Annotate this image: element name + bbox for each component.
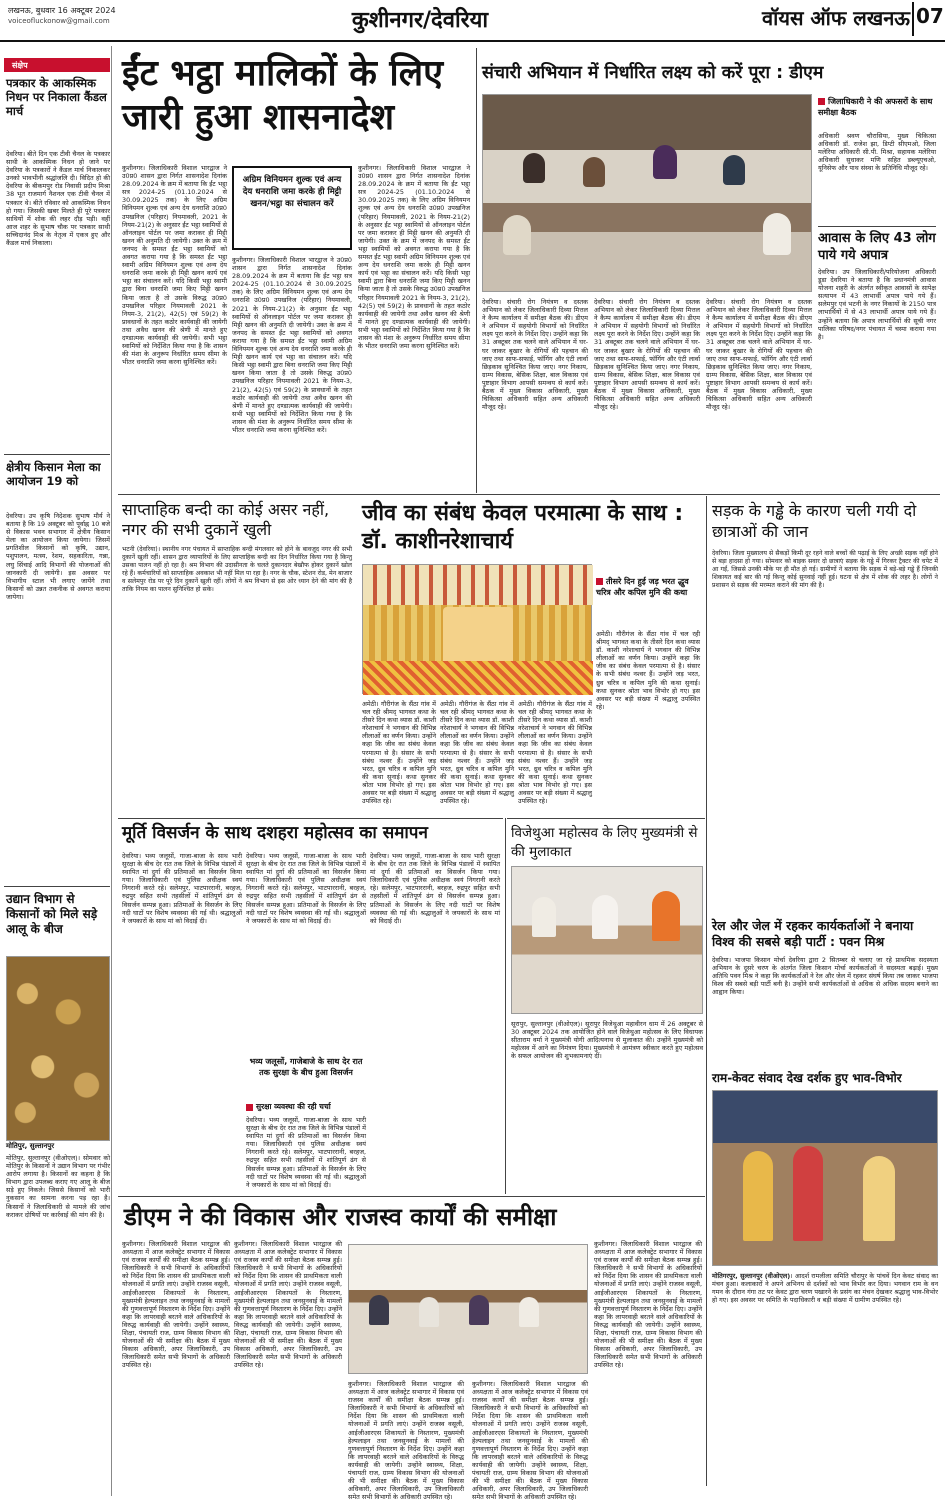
- murti-body-col2b: देवरिया। भव्य जलूसों, गाजा-बाजा के साथ भारी सुरक्षा के बीच देर रात तक जिले के विभिन्न पंडालों में स्थापित मां दुर्गा की प्रतिमाओं का विसर्जन किया गया। जिलाधिकारी एवं पुलिस अधीक्षक स्वयं निगरानी करते रहे। सलेमपुर, भाटपाररानी, बरहज, रुद्रपुर सहित सभी तहसीलों में शांतिपूर्ण ढंग से विसर्जन सम्पन्न हुआ। प्रतिमाओं के विसर्जन के लिए नदी घाटों पर विशेष व्यवस्था की गई थी। श्रद्धालुओं ने जयकारों के साथ मां को विदाई दी।: [246, 1116, 366, 1189]
- ram-dateline: मोतिगरपुर, सुल्तानपुर (वीओएल): [712, 1272, 791, 1280]
- ram-body-text: । आदर्श रामलीला समिति चौरापुर के पांचवें दिन केवट संवाद का मंचन हुआ। कलाकारों ने अपने अभिनय से दर्शकों को भाव विभोर कर दिया। भगवान राम के वन गमन के दौरान गंगा तट पर केवट द्वारा चरण पखारने के प्रसंग का मंचन देखकर श्रद्धालु भाव-विभोर हो गए। इस अवसर पर समिति के पदाधिकारी व बड़ी संख्या में ग्रामीण उपस्थित रहे।: [712, 1272, 938, 1305]
- brief-1-headline: पत्रकार के आकस्मिक निधन पर निकाला कैंडल मार्च: [6, 76, 107, 118]
- column-rule: [505, 818, 506, 1194]
- sidebar: [4, 46, 112, 1496]
- lead-body-col1: कुशीनगर। जिलाधिकारी विशाल भारद्वाज ने उ0प्र0 शासन द्वारा निर्गत शासनादेश दिनांक 28.09.2024 के क्रम में बताया कि ईंट भट्ठा सत्र 2024-25 (01.10.2024 से 30.09.2025 तक) के लिए अग्रिम विनियमन शुल्क एवं अन्य देय धनराशि उ0प्र0 उपखनिज (परिहार) नियमावली, 2021 के नियम-21(2) के अनुसार ईंट भट्ठा स्वामियों से ऑनलाइन पोर्टल पर जमा कराकर ही मिट्टी खनन की अनुमति दी जायेगी। उक्त के क्रम में जनपद के समस्त ईंट भट्ठा स्वामियों को अवगत कराया गया है कि समस्त ईंट भट्ठा स्वामी अग्रिम विनियमन शुल्क एवं अन्य देय धनराशि जमा करके ही मिट्टी खनन कार्य एवं भट्ठा का संचालन करें। यदि किसी भट्ठा स्वामी द्वारा बिना धनराशि जमा किए मिट्टी खनन किया जाता है तो उसके विरुद्ध उ0प्र0 उपखनिज परिहार नियमावली 2021 के नियम-3, 21(2), 42(5) एवं 59(2) के प्रावधानों के तहत कठोर कार्यवाही की जायेगी तथा अवैध खनन की श्रेणी में मानते हुए दण्डात्मक कार्यवाही की जायेगी। सभी भट्ठा स्वामियों को निर्देशित किया गया है कि शासन की मंशा के अनुरूप निर्धारित समय सीमा के भीतर धनराशि जमा करना सुनिश्चित करें।: [122, 164, 227, 367]
- issue-date: लखनऊ, बुधवार 16 अक्टूबर 2024: [8, 6, 116, 15]
- brief-label: संक्षेप: [4, 58, 110, 72]
- brief-3-headline: उद्यान विभाग से किसानों को मिले सड़े आलू के बीज: [6, 892, 98, 936]
- bandi-headline: साप्ताहिक बन्दी का कोई असर नहीं, नगर की सभी दुकानें खुली: [122, 500, 330, 539]
- potato-photo: [6, 956, 110, 1141]
- dm-body-col2: देवरिया। संचारी रोग नियंत्रण व दस्तक अभियान को लेकर जिलाधिकारी दिव्या मित्तल ने कैम्प कार्यालय में समीक्षा बैठक की। डीएम ने अभियान में सहयोगी विभागों को निर्धारित लक्ष्य पूरा करने के निर्देश दिए। उन्होंने कहा कि 31 अक्टूबर तक चलने वाले अभियान में घर-घर जाकर बुखार के रोगियों की पहचान की जाए तथा साफ-सफाई, फॉगिंग और एंटी लार्वा छिड़काव सुनिश्चित किया जाए। नगर निकाय, ग्राम्य विकास, बेसिक शिक्षा, बाल विकास एवं पुष्टाहार विभाग आपसी समन्वय से कार्य करें। बैठक में मुख्य विकास अधिकारी, मुख्य चिकित्सा अधिकारी सहित अन्य अधिकारी मौजूद रहे।: [594, 298, 700, 412]
- masthead-rule: [0, 40, 945, 42]
- rail-body: देवरिया। भाजपा किसान मोर्चा देवरिया द्वारा 2 सितम्बर से चलाए जा रहे प्राथमिक सदस्यता अभियान के दूसरे चरण के अंतर्गत जिला किसान मोर्चा कार्यकर्ताओं ने सदस्यता बढ़ाई। मुख्य अतिथि पवन मिश्र ने कहा कि कार्यकर्ताओं ने रेल और जेल में रहकर संघर्ष किया तब जाकर भाजपा विश्व की सबसे बड़ी पार्टी बनी है। उन्होंने सभी कार्यकर्ताओं से अधिक से अधिक सदस्य बनाने का आह्वान किया।: [712, 956, 938, 997]
- vijay-body: सूरापुर, सुल्तानपुर (वीओएल)। सूरापुर विजेथुआ महावीरन धाम में 26 अक्टूबर से 30 अक्टूबर 2024 तक आयोजित होने वाले विजेथुआ महोत्सव के लिए विधायक सीताराम वर्मा ने मुख्यमंत्री योगी आदित्यनाथ से मुलाकात की। उन्होंने मुख्यमंत्री को महोत्सव में आने का निमंत्रण दिया। मुख्यमंत्री ने आमंत्रण स्वीकार करते हुए महोत्सव के सफल आयोजन की शुभकामनाएं दीं।: [511, 1020, 703, 1061]
- murti-subhead-2: [246, 1102, 366, 1114]
- brand-divider: [912, 2, 914, 36]
- jeev-body-col2: अमेठी। गौरीगंज के सैंठा गांव में चल रही श्रीमद् भागवत कथा के तीसरे दिन कथा व्यास डॉ. काशी नरेशाचार्य ने भगवान की विभिन्न लीलाओं का वर्णन किया। उन्होंने कहा कि जीव का संबंध केवल परमात्मा से है। संसार के सभी संबंध नश्वर हैं। उन्होंने जड़ भरत, ध्रुव चरित्र व कपिल मुनि की कथा सुनाई। कथा सुनकर श्रोता भाव विभोर हो गए। इस अवसर पर बड़ी संख्या में श्रद्धालु उपस्थित रहे।: [440, 700, 514, 806]
- dm-review-story: [118, 1196, 705, 1501]
- sadak-body: देवरिया। जिला मुख्यालय से सैकड़ों किमी दूर रहने वाले बच्चों की पढ़ाई के लिए अच्छी सड़क नहीं होने से बड़ा हादसा हो गया। सोमवार को बाइक सवार दो छात्राएं सड़क के गड्ढे में गिरकर ट्रैक्टर की चपेट में आ गईं, जिससे उनकी मौके पर ही मौत हो गई। ग्रामीणों ने बताया कि सड़क में बड़े-बड़े गड्ढे हैं जिनकी शिकायत कई बार की गई किन्तु कोई सुनवाई नहीं हुई। घटना से क्षेत्र में शोक की लहर है। लोगों ने प्रशासन से सड़क की मरम्मत कराने की मांग की है।: [712, 550, 938, 590]
- bandi-story: [118, 496, 354, 816]
- lead-body-col2: कुशीनगर। जिलाधिकारी विशाल भारद्वाज ने उ0प्र0 शासन द्वारा निर्गत शासनादेश दिनांक 28.09.2024 के क्रम में बताया कि ईंट भट्ठा सत्र 2024-25 (01.10.2024 से 30.09.2025 तक) के लिए अग्रिम विनियमन शुल्क एवं अन्य देय धनराशि उ0प्र0 उपखनिज (परिहार) नियमावली, 2021 के नियम-21(2) के अनुसार ईंट भट्ठा स्वामियों से ऑनलाइन पोर्टल पर जमा कराकर ही मिट्टी खनन की अनुमति दी जायेगी। उक्त के क्रम में जनपद के समस्त ईंट भट्ठा स्वामियों को अवगत कराया गया है कि समस्त ईंट भट्ठा स्वामी अग्रिम विनियमन शुल्क एवं अन्य देय धनराशि जमा करके ही मिट्टी खनन कार्य एवं भट्ठा का संचालन करें। यदि किसी भट्ठा स्वामी द्वारा बिना धनराशि जमा किए मिट्टी खनन किया जाता है तो उसके विरुद्ध उ0प्र0 उपखनिज परिहार नियमावली 2021 के नियम-3, 21(2), 42(5) एवं 59(2) के प्रावधानों के तहत कठोर कार्यवाही की जायेगी तथा अवैध खनन की श्रेणी में मानते हुए दण्डात्मक कार्यवाही की जायेगी। सभी भट्ठा स्वामियों को निर्देशित किया गया है कि शासन की मंशा के अनुरूप निर्धारित समय सीमा के भीतर धनराशि जमा करना सुनिश्चित करें।: [232, 256, 352, 434]
- dm-body-col3: देवरिया। संचारी रोग नियंत्रण व दस्तक अभियान को लेकर जिलाधिकारी दिव्या मित्तल ने कैम्प कार्यालय में समीक्षा बैठक की। डीएम ने अभियान में सहयोगी विभागों को निर्धारित लक्ष्य पूरा करने के निर्देश दिए। उन्होंने कहा कि 31 अक्टूबर तक चलने वाले अभियान में घर-घर जाकर बुखार के रोगियों की पहचान की जाए तथा साफ-सफाई, फॉगिंग और एंटी लार्वा छिड़काव सुनिश्चित किया जाए। नगर निकाय, ग्राम्य विकास, बेसिक शिक्षा, बाल विकास एवं पुष्टाहार विभाग आपसी समन्वय से कार्य करें। बैठक में मुख्य विकास अधिकारी, मुख्य चिकित्सा अधिकारी सहित अन्य अधिकारी मौजूद रहे।: [706, 298, 812, 412]
- column-rule: [706, 496, 707, 1486]
- potato-caption: मोतिपुर, सुल्तानपुर: [6, 1142, 110, 1151]
- row-rule: [118, 494, 940, 495]
- jeev-headline: जीव का संबंध केवल परमात्मा के साथ : डॉ. काशीनरेशाचार्य: [362, 501, 684, 554]
- lead-story: [118, 46, 473, 494]
- katha-photo: [362, 564, 592, 694]
- brief-3-body: मोतिपुर, सुल्तानपुर (वीओएल)। सोमवार को मोतिपुर के किसानों ने उद्यान विभाग पर गंभीर आरोप लगाया है। किसानों का कहना है कि विभाग द्वारा उपलब्ध कराए गए आलू के बीज सड़े हुए निकले। जिससे किसानों को भारी नुकसान का सामना करना पड़ रहा है। किसानों ने जिलाधिकारी से मामले की जांच कराकर दोषियों पर कार्रवाई की मांग की है।: [6, 1154, 110, 1219]
- meeting-photo: [482, 94, 812, 292]
- sadak-headline: सड़क के गड्ढे के कारण चली गयी दो छात्राओं की जान: [712, 501, 917, 541]
- dm-caption: [818, 96, 938, 126]
- brief-2-headline: क्षेत्रीय किसान मेला का आयोजन 19 को: [6, 460, 101, 488]
- section-title: कुशीनगर/देवरिया: [351, 8, 489, 33]
- page-number: 07: [916, 4, 944, 28]
- murti-subhead: भव्य जलूसों, गाजेबाजे के साथ देर रात तक सुरक्षा के बीच हुआ विसर्जन: [249, 1057, 363, 1077]
- dm-review-col2: कुशीनगर। जिलाधिकारी विशाल भारद्वाज की अध्यक्षता में आज कलेक्ट्रेट सभागार में विकास एवं राजस्व कार्यों की समीक्षा बैठक सम्पन्न हुई। जिलाधिकारी ने सभी विभागों के अधिकारियों को निर्देश दिया कि शासन की प्राथमिकता वाली योजनाओं में प्रगति लाएं। उन्होंने राजस्व वसूली, आईजीआरएस शिकायतों के निस्तारण, मुख्यमंत्री हेल्पलाइन तथा जनसुनवाई के मामलों की गुणवत्तापूर्ण निस्तारण के निर्देश दिए। उन्होंने कहा कि लापरवाही बरतने वाले अधिकारियों के विरुद्ध कार्यवाही की जायेगी। उन्होंने स्वास्थ्य, शिक्षा, पंचायती राज, ग्राम्य विकास विभाग की योजनाओं की भी समीक्षा की। बैठक में मुख्य विकास अधिकारी, अपर जिलाधिकारी, उप जिलाधिकारी समेत सभी विभागों के अधिकारी उपस्थित रहे।: [234, 1240, 342, 1370]
- dm-review-col5: कुशीनगर। जिलाधिकारी विशाल भारद्वाज की अध्यक्षता में आज कलेक्ट्रेट सभागार में विकास एवं राजस्व कार्यों की समीक्षा बैठक सम्पन्न हुई। जिलाधिकारी ने सभी विभागों के अधिकारियों को निर्देश दिया कि शासन की प्राथमिकता वाली योजनाओं में प्रगति लाएं। उन्होंने राजस्व वसूली, आईजीआरएस शिकायतों के निस्तारण, मुख्यमंत्री हेल्पलाइन तथा जनसुनवाई के मामलों की गुणवत्तापूर्ण निस्तारण के निर्देश दिए। उन्होंने कहा कि लापरवाही बरतने वाले अधिकारियों के विरुद्ध कार्यवाही की जायेगी। उन्होंने स्वास्थ्य, शिक्षा, पंचायती राज, ग्राम्य विकास विभाग की योजनाओं की भी समीक्षा की। बैठक में मुख्य विकास अधिकारी, अपर जिलाधिकारी, उप जिलाधिकारी समेत सभी विभागों के अधिकारी उपस्थित रहे।: [594, 1240, 702, 1370]
- jeev-body-col1: अमेठी। गौरीगंज के सैंठा गांव में चल रही श्रीमद् भागवत कथा के तीसरे दिन कथा व्यास डॉ. काशी नरेशाचार्य ने भगवान की विभिन्न लीलाओं का वर्णन किया। उन्होंने कहा कि जीव का संबंध केवल परमात्मा से है। संसार के सभी संबंध नश्वर हैं। उन्होंने जड़ भरत, ध्रुव चरित्र व कपिल मुनि की कथा सुनाई। कथा सुनकर श्रोता भाव विभोर हो गए। इस अवसर पर बड़ी संख्या में श्रद्धालु उपस्थित रहे।: [362, 700, 436, 806]
- dm-review-col3: कुशीनगर। जिलाधिकारी विशाल भारद्वाज की अध्यक्षता में आज कलेक्ट्रेट सभागार में विकास एवं राजस्व कार्यों की समीक्षा बैठक सम्पन्न हुई। जिलाधिकारी ने सभी विभागों के अधिकारियों को निर्देश दिया कि शासन की प्राथमिकता वाली योजनाओं में प्रगति लाएं। उन्होंने राजस्व वसूली, आईजीआरएस शिकायतों के निस्तारण, मुख्यमंत्री हेल्पलाइन तथा जनसुनवाई के मामलों की गुणवत्तापूर्ण निस्तारण के निर्देश दिए। उन्होंने कहा कि लापरवाही बरतने वाले अधिकारियों के विरुद्ध कार्यवाही की जायेगी। उन्होंने स्वास्थ्य, शिक्षा, पंचायती राज, ग्राम्य विकास विभाग की योजनाओं की भी समीक्षा की। बैठक में मुख्य विकास अधिकारी, अपर जिलाधिकारी, उप जिलाधिकारी समेत सभी विभागों के अधिकारी उपस्थित रहे।: [348, 1380, 464, 1501]
- ram-body: [712, 1272, 938, 1492]
- dm-review-headline: डीएम ने की विकास और राजस्व कार्यों की समीक्षा: [124, 1203, 557, 1231]
- jeev-story: [356, 496, 704, 816]
- column-rule: [476, 48, 477, 493]
- cm-meeting-photo: [511, 866, 703, 1014]
- contact-email: voiceofluckonow@gmail.com: [8, 17, 110, 25]
- murti-story: [118, 818, 503, 1194]
- dm-headline: संचारी अभियान में निर्धारित लक्ष्य को करें पूरा : डीएम: [482, 63, 824, 83]
- jeev-caption: [596, 576, 700, 626]
- jeev-body-col3: अमेठी। गौरीगंज के सैंठा गांव में चल रही श्रीमद् भागवत कथा के तीसरे दिन कथा व्यास डॉ. काशी नरेशाचार्य ने भगवान की विभिन्न लीलाओं का वर्णन किया। उन्होंने कहा कि जीव का संबंध केवल परमात्मा से है। संसार के सभी संबंध नश्वर हैं। उन्होंने जड़ भरत, ध्रुव चरित्र व कपिल मुनि की कथा सुनाई। कथा सुनकर श्रोता भाव विभोर हो गए। इस अवसर पर बड़ी संख्या में श्रद्धालु उपस्थित रहे।: [518, 700, 592, 806]
- murti-body-col3: देवरिया। भव्य जलूसों, गाजा-बाजा के साथ भारी सुरक्षा के बीच देर रात तक जिले के विभिन्न पंडालों में स्थापित मां दुर्गा की प्रतिमाओं का विसर्जन किया गया। जिलाधिकारी एवं पुलिस अधीक्षक स्वयं निगरानी करते रहे। सलेमपुर, भाटपाररानी, बरहज, रुद्रपुर सहित सभी तहसीलों में शांतिपूर्ण ढंग से विसर्जन सम्पन्न हुआ। प्रतिमाओं के विसर्जन के लिए नदी घाटों पर विशेष व्यवस्था की गई थी। श्रद्धालुओं ने जयकारों के साथ मां को विदाई दी।: [370, 852, 500, 925]
- review-meeting-photo: [348, 1244, 588, 1374]
- ram-story: [708, 1068, 940, 1496]
- rail-story: [708, 916, 940, 1066]
- dm-side-text: अधिकारी श्रवण चौरासिया, मुख्य चिकित्सा अधिकारी डॉ. राजेश झा, डिप्टी सीएमओ, जिला मलेरिया अधिकारी सी.पी. मिश्रा, सहायक मलेरिया अधिकारी सुधाकर मणि सहित डब्ल्यूएचओ, यूनिसेफ और पाथ संस्था के प्रतिनिधि मौजूद रहे।: [818, 132, 936, 173]
- lead-headline: ईंट भट्ठा मालिकों के लिए जारी हुआ शासनादेश: [122, 53, 444, 138]
- masthead: [0, 0, 945, 44]
- murti-subhead-2-text: सुरक्षा व्यवस्था की रही चर्चा: [256, 1102, 331, 1111]
- sadak-story: [708, 496, 940, 914]
- divider: [4, 886, 110, 887]
- murti-body-col1: देवरिया। भव्य जलूसों, गाजा-बाजा के साथ भारी सुरक्षा के बीच देर रात तक जिले के विभिन्न पंडालों में स्थापित मां दुर्गा की प्रतिमाओं का विसर्जन किया गया। जिलाधिकारी एवं पुलिस अधीक्षक स्वयं निगरानी करते रहे। सलेमपुर, भाटपाररानी, बरहज, रुद्रपुर सहित सभी तहसीलों में शांतिपूर्ण ढंग से विसर्जन सम्पन्न हुआ। प्रतिमाओं के विसर्जन के लिए नदी घाटों पर विशेष व्यवस्था की गई थी। श्रद्धालुओं ने जयकारों के साथ मां को विदाई दी।: [122, 852, 242, 925]
- ram-headline: राम-केवट संवाद देख दर्शक हुए भाव-विभोर: [712, 1071, 902, 1085]
- dm-caption-text: जिलाधिकारी ने की अफसरों के साथ समीक्षा बैठक: [818, 97, 933, 117]
- brief-1-body: देवरिया। बीते दिन एक टीवी चैनल के पत्रकार साथी के आकस्मिक निधन हो जाने पर देवरिया के पत्रकारों ने कैंडल मार्च निकालकर उनको भावभीनी श्रद्धांजलि दी। विदित हो की देवरिया के बीकमपुर रोड निवासी प्रदीप मिश्रा 38 भूत राजमार्ग नैशनल एक टीवी चैनल में पत्रकार थे। बीते रविवार को आकस्मिक निधन हो गया। जिसकी खबर मिलते ही पूरे पत्रकार साथियों में शोक की लहर दौड़ पड़ी। वहीं आज शहर के सुभाष चौक पर पत्रकार साथी सच्चिदानंद मिश्र के नेतृत्व में एकत्र हुए और कैंडल मार्च निकाला।: [6, 150, 110, 248]
- murti-headline: मूर्ति विसर्जन के साथ दशहरा महोत्सव का समापन: [122, 823, 428, 843]
- brand-name: वॉयस ऑफ लखनऊ: [762, 6, 910, 30]
- awas-body: देवरिया। उप जिलाधिकारी/परियोजना अधिकारी डूडा देवरिया ने बताया है कि प्रधानमंत्री आवास योजना शहरी के अंतर्गत स्वीकृत आवासों के सापेक्ष सत्यापन में 43 लाभार्थी अपात्र पाये गये हैं। सलेमपुर एवं भटनी के नगर निकायों के 2150 पात्र लाभार्थियों में से 43 लाभार्थी अपात्र पाये गये हैं। उन्होंने बताया कि अपात्र लाभार्थियों की सूची नगर पालिका परिषद/नगर पंचायत में चस्पा कराया गया है।: [818, 268, 936, 341]
- dm-review-col1: कुशीनगर। जिलाधिकारी विशाल भारद्वाज की अध्यक्षता में आज कलेक्ट्रेट सभागार में विकास एवं राजस्व कार्यों की समीक्षा बैठक सम्पन्न हुई। जिलाधिकारी ने सभी विभागों के अधिकारियों को निर्देश दिया कि शासन की प्राथमिकता वाली योजनाओं में प्रगति लाएं। उन्होंने राजस्व वसूली, आईजीआरएस शिकायतों के निस्तारण, मुख्यमंत्री हेल्पलाइन तथा जनसुनवाई के मामलों की गुणवत्तापूर्ण निस्तारण के निर्देश दिए। उन्होंने कहा कि लापरवाही बरतने वाले अधिकारियों के विरुद्ध कार्यवाही की जायेगी। उन्होंने स्वास्थ्य, शिक्षा, पंचायती राज, ग्राम्य विकास विभाग की योजनाओं की भी समीक्षा की। बैठक में मुख्य विकास अधिकारी, अपर जिलाधिकारी, उप जिलाधिकारी समेत सभी विभागों के अधिकारी उपस्थित रहे।: [122, 1240, 230, 1370]
- ramlila-photo: [712, 1090, 938, 1266]
- row-rule: [118, 818, 503, 819]
- lead-pull-quote: अग्रिम विनियमन शुल्क एवं अन्य देय धनराशि जमा करके ही मिट्टी खनन/भट्ठा का संचालन करें: [232, 166, 352, 250]
- jeev-body-side: अमेठी। गौरीगंज के सैंठा गांव में चल रही श्रीमद् भागवत कथा के तीसरे दिन कथा व्यास डॉ. काशी नरेशाचार्य ने भगवान की विभिन्न लीलाओं का वर्णन किया। उन्होंने कहा कि जीव का संबंध केवल परमात्मा से है। संसार के सभी संबंध नश्वर हैं। उन्होंने जड़ भरत, ध्रुव चरित्र व कपिल मुनि की कथा सुनाई। कथा सुनकर श्रोता भाव विभोर हो गए। इस अवसर पर बड़ी संख्या में श्रद्धालु उपस्थित रहे।: [596, 630, 700, 711]
- dm-body-col1: देवरिया। संचारी रोग नियंत्रण व दस्तक अभियान को लेकर जिलाधिकारी दिव्या मित्तल ने कैम्प कार्यालय में समीक्षा बैठक की। डीएम ने अभियान में सहयोगी विभागों को निर्धारित लक्ष्य पूरा करने के निर्देश दिए। उन्होंने कहा कि 31 अक्टूबर तक चलने वाले अभियान में घर-घर जाकर बुखार के रोगियों की पहचान की जाए तथा साफ-सफाई, फॉगिंग और एंटी लार्वा छिड़काव सुनिश्चित किया जाए। नगर निकाय, ग्राम्य विकास, बेसिक शिक्षा, बाल विकास एवं पुष्टाहार विभाग आपसी समन्वय से कार्य करें। बैठक में मुख्य विकास अधिकारी, मुख्य चिकित्सा अधिकारी सहित अन्य अधिकारी मौजूद रहे।: [482, 298, 588, 412]
- row-rule: [507, 818, 705, 819]
- dm-story: [478, 46, 940, 494]
- awas-headline: आवास के लिए 43 लोग पाये गये अपात्र: [818, 231, 936, 263]
- bandi-body: भटनी (देवरिया)। स्थानीय नगर पंचायत में साप्ताहिक बन्दी मंगलवार को होने के बावजूद नगर की सभी दुकानें खुली रहीं। शासन द्वारा व्यापारियों के लिए साप्ताहिक बन्दी का दिन निर्धारित किया गया है किन्तु उसका पालन नहीं हो रहा है। श्रम विभाग की उदासीनता के चलते दुकानदार बेखौफ होकर दुकानें खोल रहे हैं। कर्मचारियों को साप्ताहिक अवकाश भी नहीं मिल पा रहा है। नगर के चौक, स्टेशन रोड, मेन बाजार व सलेमपुर रोड पर पूरे दिन दुकानें खुली रहीं। लोगों ने श्रम विभाग से इस ओर ध्यान देने की मांग की है ताकि नियम का पालन सुनिश्चित हो सके।: [122, 546, 352, 594]
- murti-body-col2: देवरिया। भव्य जलूसों, गाजा-बाजा के साथ भारी सुरक्षा के बीच देर रात तक जिले के विभिन्न पंडालों में स्थापित मां दुर्गा की प्रतिमाओं का विसर्जन किया गया। जिलाधिकारी एवं पुलिस अधीक्षक स्वयं निगरानी करते रहे। सलेमपुर, भाटपाररानी, बरहज, रुद्रपुर सहित सभी तहसीलों में शांतिपूर्ण ढंग से विसर्जन सम्पन्न हुआ। प्रतिमाओं के विसर्जन के लिए नदी घाटों पर विशेष व्यवस्था की गई थी। श्रद्धालुओं ने जयकारों के साथ मां को विदाई दी।: [246, 852, 366, 925]
- lead-body-col3: कुशीनगर। जिलाधिकारी विशाल भारद्वाज ने उ0प्र0 शासन द्वारा निर्गत शासनादेश दिनांक 28.09.2024 के क्रम में बताया कि ईंट भट्ठा सत्र 2024-25 (01.10.2024 से 30.09.2025 तक) के लिए अग्रिम विनियमन शुल्क एवं अन्य देय धनराशि उ0प्र0 उपखनिज (परिहार) नियमावली, 2021 के नियम-21(2) के अनुसार ईंट भट्ठा स्वामियों से ऑनलाइन पोर्टल पर जमा कराकर ही मिट्टी खनन की अनुमति दी जायेगी। उक्त के क्रम में जनपद के समस्त ईंट भट्ठा स्वामियों को अवगत कराया गया है कि समस्त ईंट भट्ठा स्वामी अग्रिम विनियमन शुल्क एवं अन्य देय धनराशि जमा करके ही मिट्टी खनन कार्य एवं भट्ठा का संचालन करें। यदि किसी भट्ठा स्वामी द्वारा बिना धनराशि जमा किए मिट्टी खनन किया जाता है तो उसके विरुद्ध उ0प्र0 उपखनिज परिहार नियमावली 2021 के नियम-3, 21(2), 42(5) एवं 59(2) के प्रावधानों के तहत कठोर कार्यवाही की जायेगी तथा अवैध खनन की श्रेणी में मानते हुए दण्डात्मक कार्यवाही की जायेगी। सभी भट्ठा स्वामियों को निर्देशित किया गया है कि शासन की मंशा के अनुरूप निर्धारित समय सीमा के भीतर धनराशि जमा करना सुनिश्चित करें।: [358, 164, 470, 351]
- rail-headline: रेल और जेल में रहकर कार्यकर्ताओं ने बनाया विश्व की सबसे बड़ी पार्टी : पवन मिश्र: [712, 918, 914, 949]
- row-rule: [118, 1196, 705, 1197]
- vijay-story: [507, 818, 705, 1194]
- vijay-headline: विजेथुआ महोत्सव के लिए मुख्यमंत्री से की मुलाकात: [511, 825, 698, 860]
- dm-review-col4: कुशीनगर। जिलाधिकारी विशाल भारद्वाज की अध्यक्षता में आज कलेक्ट्रेट सभागार में विकास एवं राजस्व कार्यों की समीक्षा बैठक सम्पन्न हुई। जिलाधिकारी ने सभी विभागों के अधिकारियों को निर्देश दिया कि शासन की प्राथमिकता वाली योजनाओं में प्रगति लाएं। उन्होंने राजस्व वसूली, आईजीआरएस शिकायतों के निस्तारण, मुख्यमंत्री हेल्पलाइन तथा जनसुनवाई के मामलों की गुणवत्तापूर्ण निस्तारण के निर्देश दिए। उन्होंने कहा कि लापरवाही बरतने वाले अधिकारियों के विरुद्ध कार्यवाही की जायेगी। उन्होंने स्वास्थ्य, शिक्षा, पंचायती राज, ग्राम्य विकास विभाग की योजनाओं की भी समीक्षा की। बैठक में मुख्य विकास अधिकारी, अपर जिलाधिकारी, उप जिलाधिकारी समेत सभी विभागों के अधिकारी उपस्थित रहे।: [472, 1380, 588, 1501]
- divider: [4, 454, 110, 455]
- jeev-caption-text: तीसरे दिन हुई जड़ भरत द्धुव चरित्र और कपिल मुनि की कथा: [596, 577, 689, 597]
- brief-2-body: देवरिया। उप कृषि निदेशक सुभाष मौर्य ने बताया है कि 19 अक्टूबर को पूर्वाह्न 10 बजे से विकास भवन सभागार में क्षेत्रीय किसान मेला का आयोजन किया जायेगा। जिसमें प्रगतिशील किसानों को कृषि, उद्यान, पशुपालन, मत्स्य, रेशम, सहकारिता, गन्ना, लघु सिंचाई आदि विभागों की योजनाओं की जानकारी दी जायेगी। इस अवसर पर विभागीय स्टाल भी लगाए जायेंगे तथा किसानों को उन्नत तकनीक से अवगत कराया जायेगा।: [6, 512, 110, 601]
- divider: [818, 226, 936, 227]
